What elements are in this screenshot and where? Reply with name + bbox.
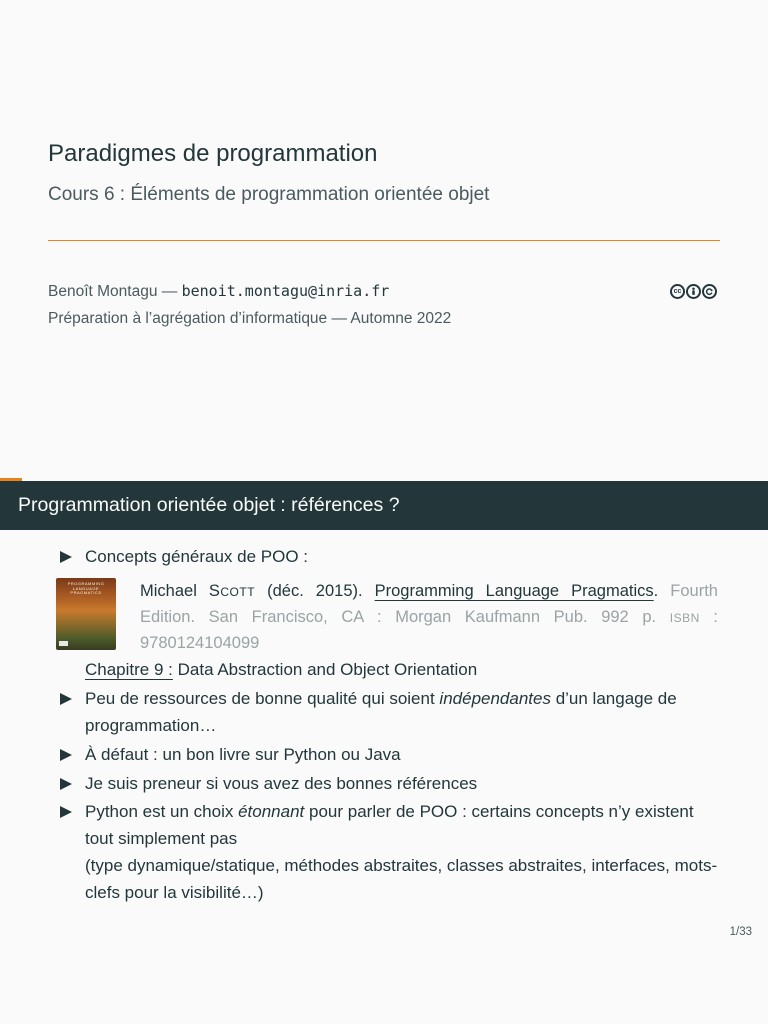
author-name: Benoît Montagu — [48, 283, 158, 300]
reference-date: (déc. 2015). — [267, 582, 363, 600]
list-item — [60, 741, 725, 768]
book-cover-image — [56, 578, 116, 650]
reference-details: Fourth Edition. San Francisco, CA : Morgan Kaufmann Pub. 992 p. — [140, 582, 718, 626]
list-item — [60, 543, 725, 570]
reference-isbn: : 9780124104099 — [140, 608, 719, 652]
reference-isbn-label: isbn — [669, 608, 700, 626]
page-number: 1/33 — [729, 926, 752, 938]
sa-icon — [702, 284, 717, 299]
chapter-link[interactable]: Chapitre 9 : — [85, 660, 173, 679]
list-item — [60, 770, 725, 797]
presentation-subtitle: Cours 6 : Éléments de programmation orientée objet — [48, 184, 490, 205]
chapter-title: Data Abstraction and Object Orientation — [177, 660, 478, 679]
list-item — [60, 685, 725, 739]
list-item-text: Concepts généraux de POO : — [85, 547, 309, 566]
list-item-text: Je suis preneur si vous avez des bonnes références — [85, 774, 478, 793]
frame-title: Programmation orientée objet : références ? — [0, 481, 768, 530]
bullet-triangle-icon — [60, 693, 72, 705]
reference-text: Michael Scott (déc. 2015). Programming Language Pragmatics. Fourth Edition. San Francisco, CA : Morgan Kaufmann Pub. 992 p. isbn : 9780124104099 — [140, 582, 719, 652]
author-line — [48, 282, 389, 301]
bullet-triangle-icon — [60, 806, 72, 818]
institute-line: Préparation à l’agrégation d’informatique — Automne 2022 — [48, 310, 452, 327]
presentation-title: Paradigmes de programmation — [48, 140, 378, 167]
license-badge — [670, 284, 717, 299]
bullet-triangle-icon — [60, 551, 72, 563]
cc-icon: cc — [670, 284, 685, 299]
list-item-text: À défaut : un bon livre sur Python ou Java — [85, 745, 401, 764]
by-icon — [686, 284, 701, 299]
chapter-line — [85, 656, 477, 683]
list-item-text: Peu de ressources de bonne qualité qui soient indépendantes d’un langage de programmation… — [85, 689, 677, 735]
title-separator — [48, 240, 720, 241]
list-item-text: Python est un choix étonnant pour parler de POO : certains concepts n’y existent tout simplement pas — [85, 802, 694, 848]
author-email[interactable]: benoit.montagu@inria.fr — [181, 282, 390, 300]
reference-author-first: Michael — [140, 582, 197, 600]
author-separator: — — [157, 283, 182, 300]
publisher-logo-icon — [59, 641, 68, 646]
title-slide — [0, 0, 768, 480]
bullet-triangle-icon — [60, 778, 72, 790]
list-item-extra-text: (type dynamique/statique, méthodes abstraites, classes abstraites, interfaces, mots-clefs pour la visibilité…) — [85, 856, 718, 902]
reference-book-title-link[interactable]: Programming Language Pragmatics — [374, 582, 654, 600]
bullet-triangle-icon — [60, 749, 72, 761]
list-item — [60, 798, 725, 906]
reference-author-last: Scott — [208, 582, 256, 600]
book-cover-title: PROGRAMMING LANGUAGE PRAGMATICS — [67, 581, 105, 596]
